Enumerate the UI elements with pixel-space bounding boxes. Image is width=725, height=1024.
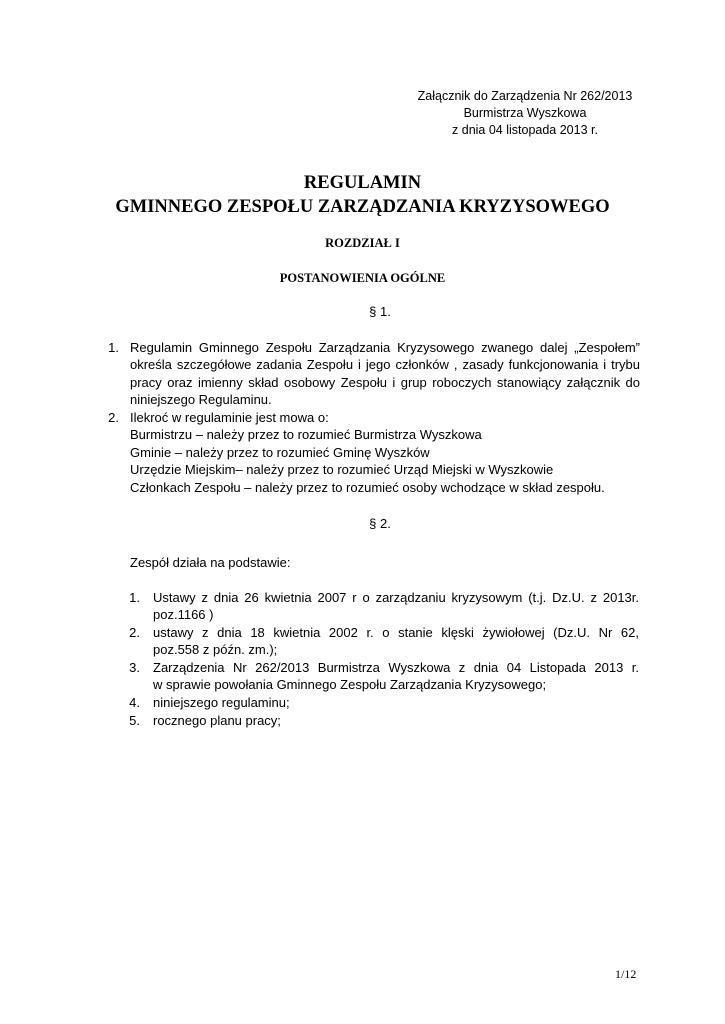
page-number: 1/12 [615,967,637,981]
section-2-mark: § 2. [369,516,391,531]
s2-item-3-number: 3. [129,660,140,675]
section-1-mark: § 1. [369,304,391,319]
annex-line-1: Załącznik do Zarządzenia Nr 262/2013 [417,89,633,103]
s2-item-2-number: 2. [129,625,140,640]
s1-item-2-number: 2. [108,410,119,425]
annex-line-3: z dnia 04 listopada 2013 r. [452,123,598,137]
annex-line-2: Burmistrza Wyszkowa [463,106,587,120]
document-title-line-2: GMINNEGO ZESPOŁU ZARZĄDZANIA KRYZYSOWEGO [115,197,610,217]
s2-item-3-line-2: w sprawie powołania Gminnego Zespołu Zarządzania Kryzysowego; [153,677,547,693]
chapter-label: ROZDZIAŁ I [325,236,400,250]
s1-item-1-number: 1. [108,340,119,355]
s1-item-1-line-1: Regulamin Gminnego Zespołu Zarządzania Kryzysowego zwanego dalej „Zespołem” [130,340,640,355]
s2-item-4-line-1: niniejszego regulaminu; [153,695,290,710]
document-title-line-1: REGULAMIN [303,173,422,193]
chapter-title: POSTANOWIENIA OGÓLNE [279,271,446,285]
s2-item-4-number: 4. [129,695,140,710]
annex-header [395,88,655,139]
s2-item-1-line-2: poz.1166 ) [153,607,214,623]
s1-item-1-line-3: pracy oraz imienny skład osobowy Zespołu i grup roboczych stanowiący załącznik do [130,374,640,390]
s2-item-5-line-1: rocznego planu pracy; [153,713,281,728]
s2-item-1-number: 1. [129,590,140,605]
s1-item-2-line-2: Burmistrzu – należy przez to rozumieć Burmistrza Wyszkowa [130,427,482,443]
s1-item-2-line-1: Ilekroć w regulaminie jest mowa o: [130,410,329,425]
s2-item-2-line-1: ustawy z dnia 18 kwietnia 2002 r. o stanie klęski żywiołowej (Dz.U. Nr 62, [153,625,639,640]
s1-item-2-line-3: Gminie – należy przez to rozumieć Gminę Wyszków [130,444,430,460]
s2-item-3-line-1: Zarządzenia Nr 262/2013 Burmistrza Wyszkowa z dnia 04 Listopada 2013 r. [153,660,639,675]
s1-item-2-line-5: Członkach Zespołu – należy przez to rozumieć osoby wchodzące w skład zespołu. [130,479,605,495]
s1-item-1-line-4: niniejszego Regulaminu. [130,392,272,408]
s1-item-2-line-4: Urzędzie Miejskim– należy przez to rozumieć Urząd Miejski w Wyszkowie [130,462,554,478]
s2-item-1-line-1: Ustawy z dnia 26 kwietnia 2007 r o zarządzaniu kryzysowym (t.j. Dz.U. z 2013r. [153,590,639,605]
s2-item-2-line-2: poz.558 z późn. zm.); [153,642,278,658]
s2-item-5-number: 5. [129,713,140,728]
section-2-intro: Zespół działa na podstawie: [130,555,291,570]
s1-item-1-line-2: określa szczegółowe zadania Zespołu i jego członków , zasady funkcjonowania i trybu [130,357,640,373]
